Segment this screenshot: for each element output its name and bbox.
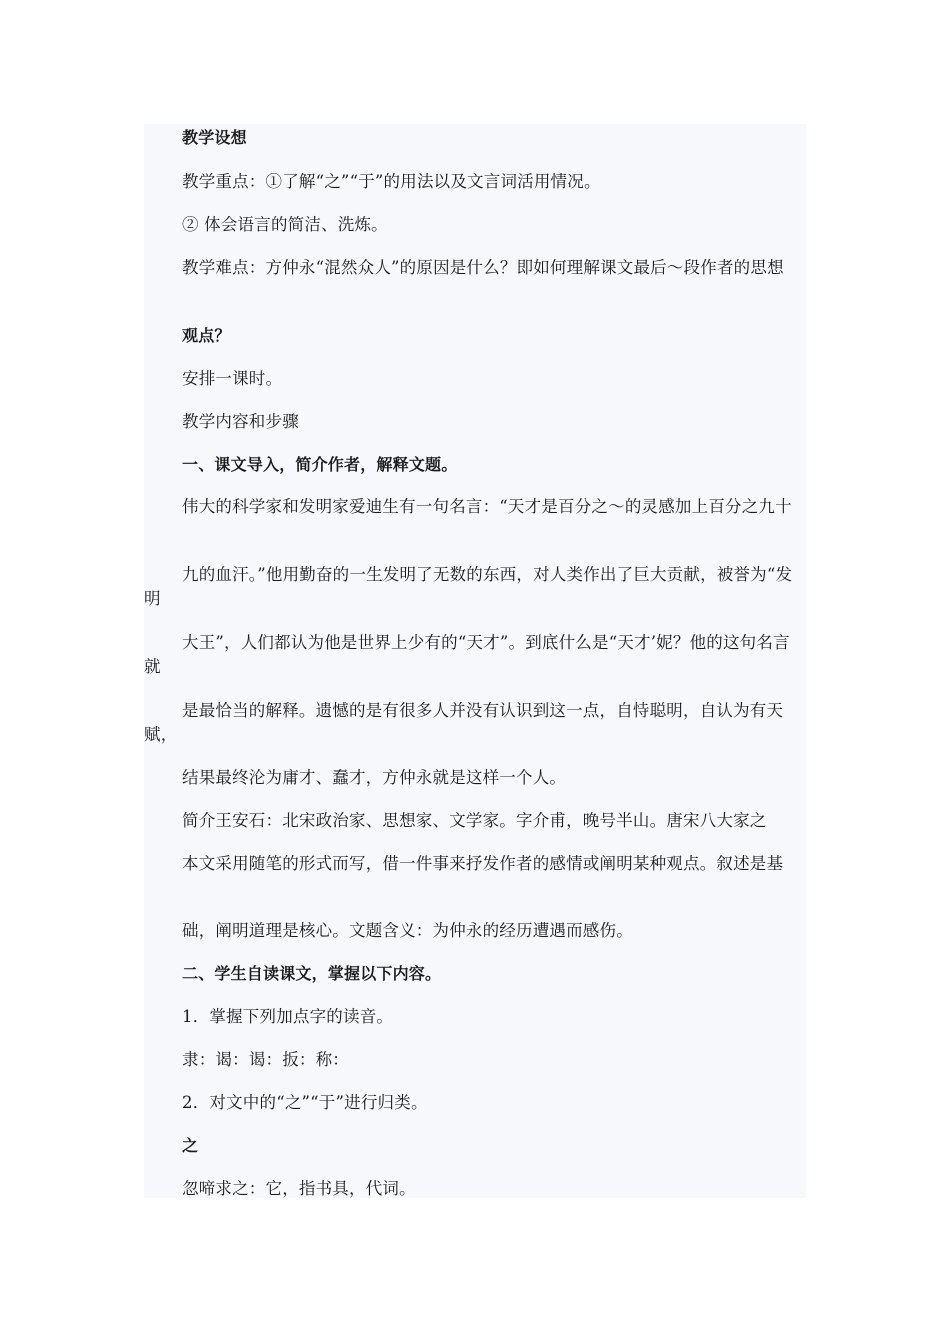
heading-zhi: 之	[182, 1136, 199, 1155]
paragraph-key-point-two: ② 体会语言的简洁、洗炼。	[182, 215, 388, 234]
paragraph-zhi-example: 忽啼求之：它，指书具，代词。	[182, 1179, 416, 1198]
paragraph-task-two: 2．对文中的“之”“于”进行归类。	[182, 1093, 428, 1112]
paragraph-genius: 大王”，人们都认为他是世界上少有的“天才”。到底什么是“天才’妮？他的这句名言就	[144, 633, 790, 676]
paragraph-author-intro: 简介王安石：北宋政治家、思想家、文学家。字介甫，晚号半山。唐宋八大家之	[182, 811, 767, 830]
paragraph-content-steps: 教学内容和步骤	[182, 412, 299, 431]
heading-section-one: 一、课文导入，简介作者，解释文题。	[182, 455, 458, 474]
paragraph-task-one: 1．掌握下列加点字的读音。	[182, 1007, 394, 1026]
paragraph-pronunciation-list: 隶：谒：谒：扳：称：	[182, 1050, 349, 1069]
paragraph-schedule: 安排一课时。	[182, 369, 283, 388]
paragraph-key-points: 教学重点：①了解“之”“于”的用法以及文言词活用情况。	[182, 172, 601, 191]
paragraph-title-meaning: 础，阐明道理是核心。文题含义：为仲永的经历遭遇而感伤。	[182, 921, 633, 940]
paragraph-edison-sweat: 九的血汗。”他用勤奋的一生发明了无数的东西，对人类作出了巨大贡献，被誉为“发明	[144, 565, 793, 608]
paragraph-explanation: 是最恰当的解释。遗憾的是有很多人并没有认识到这一点，自恃聪明，自认为有天赋，	[144, 701, 784, 744]
heading-viewpoint: 观点？	[182, 326, 231, 345]
heading-section-two: 二、学生自读课文，掌握以下内容。	[182, 964, 442, 983]
paragraph-result: 结果最终沦为庸才、蠢才，方仲永就是这样一个人。	[182, 768, 567, 787]
heading-teaching-plan: 教学设想	[182, 128, 247, 147]
paragraph-essay-form: 本文采用随笔的形式而写，借一件事来抒发作者的感情或阐明某种观点。叙述是基	[182, 854, 784, 873]
paragraph-edison-quote: 伟大的科学家和发明家爱迪生有一句名言：“天才是百分之～的灵感加上百分之九十	[182, 497, 792, 516]
paragraph-difficult-points: 教学难点：方仲永“混然众人”的原因是什么？即如何理解课文最后～段作者的思想	[182, 258, 784, 277]
